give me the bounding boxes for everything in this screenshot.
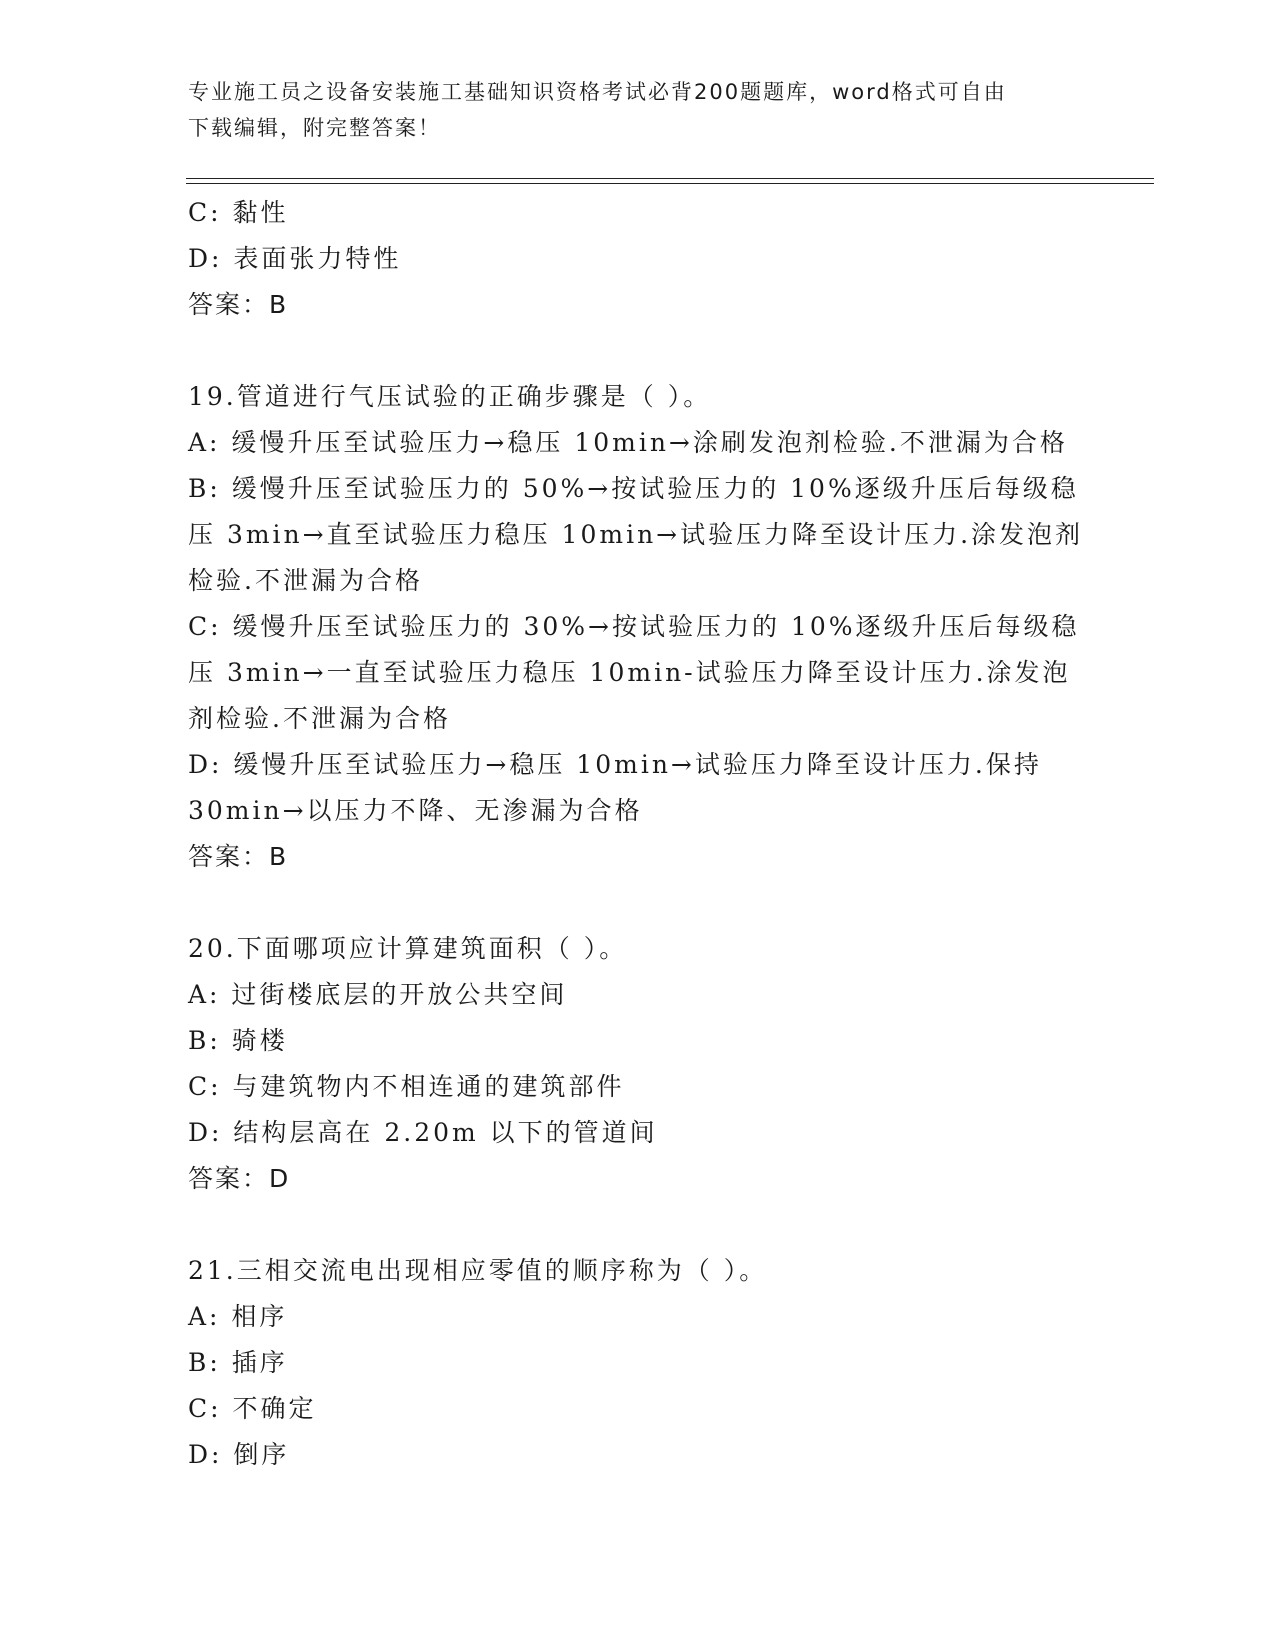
q21-option-d: D: 倒序 [188,1440,290,1469]
q21-option-b: B: 插序 [188,1348,288,1377]
q20-option-d: D: 结构层高在 2.20m 以下的管道间 [188,1118,658,1147]
q19-option-b-line-1: B: 缓慢升压至试验压力的 50%→按试验压力的 10%逐级升压后每级稳 [188,474,1079,503]
document-header [188,74,1078,146]
q21-option-c: C: 不确定 [188,1394,317,1423]
q20-option-c: C: 与建筑物内不相连通的建筑部件 [188,1072,625,1101]
q18-option-d: D: 表面张力特性 [188,244,402,273]
q20-option-b: B: 骑楼 [188,1026,288,1055]
q19-option-d-line-2: 30min→以压力不降、无渗漏为合格 [188,796,643,825]
q18-option-c: C: 黏性 [188,198,289,227]
header-divider-top [186,178,1154,179]
q19-answer: 答案：B [188,842,289,871]
question-20 [188,926,1088,1202]
question-18 [188,190,1088,328]
q19-option-c-line-3: 剂检验.不泄漏为合格 [188,704,451,733]
q20-question-text: 20.下面哪项应计算建筑面积（ ）。 [188,934,628,963]
header-divider-bottom [186,183,1154,184]
q19-option-d-line-1: D: 缓慢升压至试验压力→稳压 10min→试验压力降至设计压力.保持 [188,750,1042,779]
spacer [188,880,1088,926]
question-19 [188,374,1088,880]
question-list [188,190,1088,1478]
q19-option-c-line-2: 压 3min→一直至试验压力稳压 10min-试验压力降至设计压力.涂发泡 [188,658,1071,687]
question-21 [188,1248,1088,1478]
q19-option-a: A: 缓慢升压至试验压力→稳压 10min→涂刷发泡剂检验.不泄漏为合格 [188,428,1068,457]
spacer [188,328,1088,374]
q19-option-c-line-1: C: 缓慢升压至试验压力的 30%→按试验压力的 10%逐级升压后每级稳 [188,612,1080,641]
spacer [188,1202,1088,1248]
q19-option-b-line-2: 压 3min→直至试验压力稳压 10min→试验压力降至设计压力.涂发泡剂 [188,520,1084,549]
q20-option-a: A: 过街楼底层的开放公共空间 [188,980,568,1009]
q19-option-b-line-3: 检验.不泄漏为合格 [188,566,423,595]
q21-option-a: A: 相序 [188,1302,288,1331]
q20-answer: 答案：D [188,1164,291,1193]
q18-answer: 答案：B [188,290,289,319]
q19-question-text: 19.管道进行气压试验的正确步骤是（ ）。 [188,382,712,411]
header-line-2: 下载编辑，附完整答案！ [188,116,441,140]
q21-question-text: 21.三相交流电出现相应零值的顺序称为（ ）。 [188,1256,768,1285]
header-line-1: 专业施工员之设备安装施工基础知识资格考试必背200题题库，word格式可自由 [188,80,1007,104]
